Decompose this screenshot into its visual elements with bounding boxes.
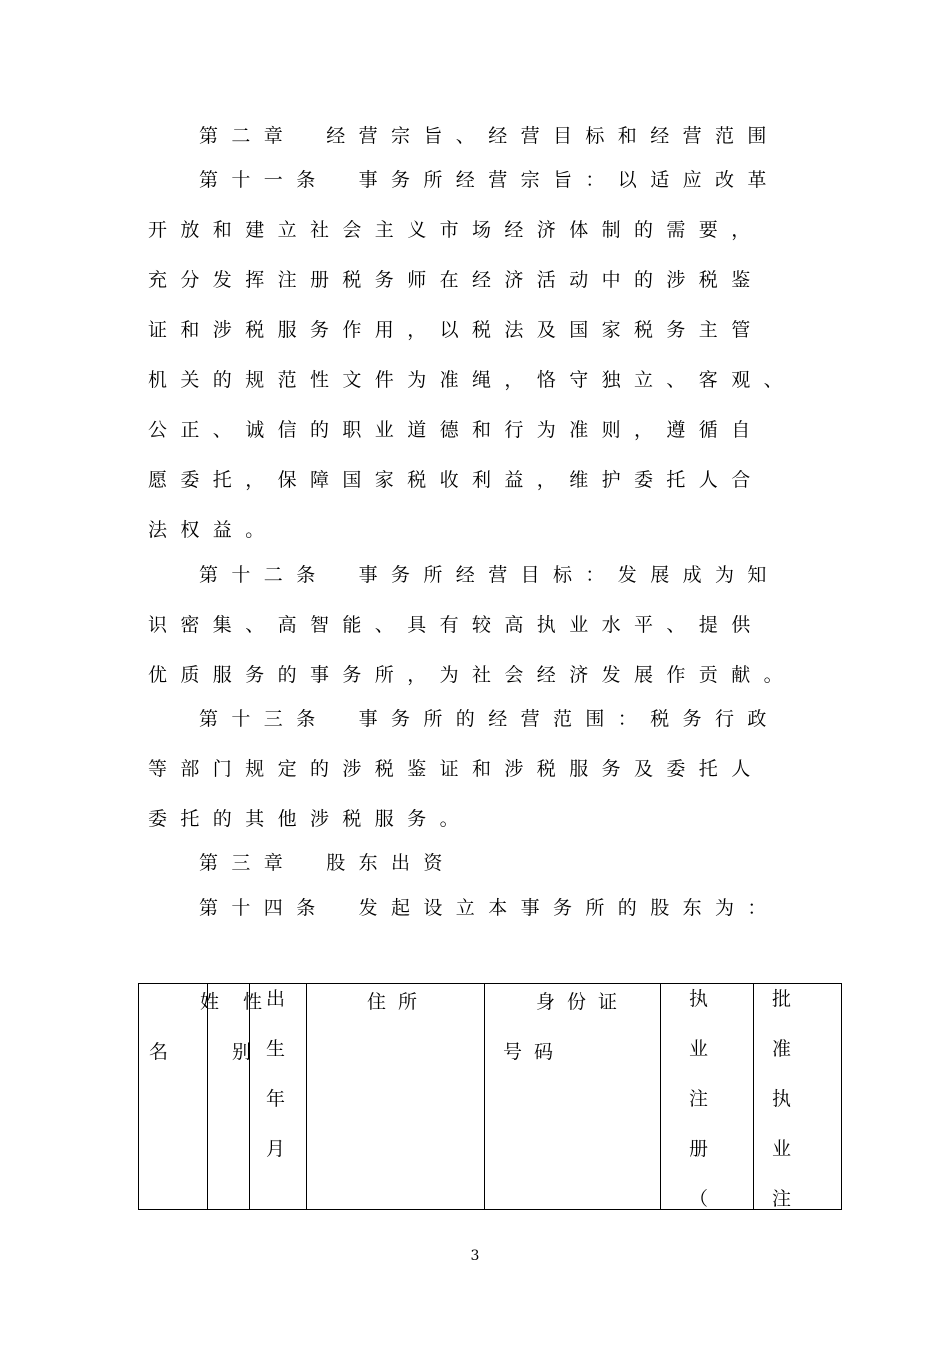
text-line — [148, 757, 764, 781]
text-line — [148, 268, 764, 292]
header-gender-bottom: 别 — [232, 1041, 252, 1063]
header-address — [307, 984, 485, 1210]
header-approval-stack — [772, 974, 791, 1224]
line-text: 识密集、高智能、具有较高执业水平、提供 — [148, 614, 764, 636]
line-heading: 第十一条 — [199, 169, 329, 191]
line-text: 事务所的经营范围：税务行政 — [358, 708, 780, 730]
stack-char: （ — [689, 1188, 709, 1210]
header-name-bottom: 名 — [149, 1041, 169, 1063]
line-text: 优质服务的事务所，为社会经济发展作贡献。 — [148, 664, 797, 686]
stack-char: 生 — [266, 1038, 286, 1060]
stack-char: 执 — [772, 1088, 792, 1110]
header-birth — [250, 984, 307, 1210]
page-number: 3 — [470, 1248, 480, 1264]
text-line — [199, 707, 780, 731]
header-birth-stack — [266, 974, 285, 1174]
line-text: 委托的其他涉税服务。 — [148, 808, 473, 830]
line-text: 开放和建立社会主义市场经济体制的需要， — [148, 219, 764, 241]
stack-char: 月 — [266, 1138, 286, 1160]
text-line — [199, 124, 780, 148]
text-line — [148, 613, 764, 637]
text-line — [148, 518, 278, 542]
header-registration-stack — [689, 974, 708, 1224]
stack-char: 注 — [689, 1088, 709, 1110]
line-text: 经营宗旨、经营目标和经营范围 — [326, 125, 780, 147]
line-heading: 第二章 — [199, 125, 297, 147]
stack-char: 执 — [689, 988, 709, 1010]
line-heading: 第三章 — [199, 852, 297, 874]
stack-char: 批 — [772, 988, 792, 1010]
line-text: 股东出资 — [326, 852, 456, 874]
header-address-label: 住所 — [367, 991, 430, 1013]
line-text: 事务所经营宗旨：以适应改革 — [358, 169, 780, 191]
text-line — [148, 368, 796, 392]
line-text: 事务所经营目标：发展成为知 — [358, 564, 780, 586]
header-gender — [208, 984, 263, 1210]
line-text: 充分发挥注册税务师在经济活动中的涉税鉴 — [148, 269, 764, 291]
stack-char: 年 — [266, 1088, 286, 1110]
text-line — [148, 218, 764, 242]
header-registration — [661, 984, 754, 1210]
text-line — [148, 468, 764, 492]
line-heading: 第十四条 — [199, 897, 329, 919]
header-name — [139, 984, 220, 1210]
text-line — [148, 418, 764, 442]
stack-char: 业 — [772, 1138, 792, 1160]
shareholder-table — [138, 983, 842, 1210]
text-line — [148, 663, 796, 687]
line-text: 机关的规范性文件为准绳，恪守独立、客观、 — [148, 369, 797, 391]
header-id-bottom: 号码 — [503, 1041, 566, 1063]
text-line — [199, 168, 780, 192]
stack-char: 注 — [772, 1188, 792, 1210]
text-line — [148, 807, 472, 831]
text-line — [148, 318, 764, 342]
header-approval — [754, 984, 842, 1210]
text-line — [199, 851, 456, 875]
header-gender-top: 性 — [243, 991, 263, 1013]
line-text: 证和涉税服务作用，以税法及国家税务主管 — [148, 319, 764, 341]
header-id-top: 身份证 — [536, 991, 630, 1013]
header-name-top: 姓 — [200, 991, 220, 1013]
line-text: 等部门规定的涉税鉴证和涉税服务及委托人 — [148, 758, 764, 780]
stack-char: 出 — [266, 988, 286, 1010]
text-line — [199, 563, 780, 587]
line-heading: 第十三条 — [199, 708, 329, 730]
stack-char: 业 — [689, 1038, 709, 1060]
line-text: 法权益。 — [148, 519, 278, 541]
line-heading: 第十二条 — [199, 564, 329, 586]
stack-char: 册 — [689, 1138, 709, 1160]
line-text: 愿委托，保障国家税收利益，维护委托人合 — [148, 469, 764, 491]
text-line — [199, 896, 780, 920]
line-text: 发起设立本事务所的股东为： — [358, 897, 780, 919]
stack-char: 准 — [772, 1038, 792, 1060]
header-id — [485, 984, 661, 1210]
line-text: 公正、诚信的职业道德和行为准则，遵循自 — [148, 419, 764, 441]
